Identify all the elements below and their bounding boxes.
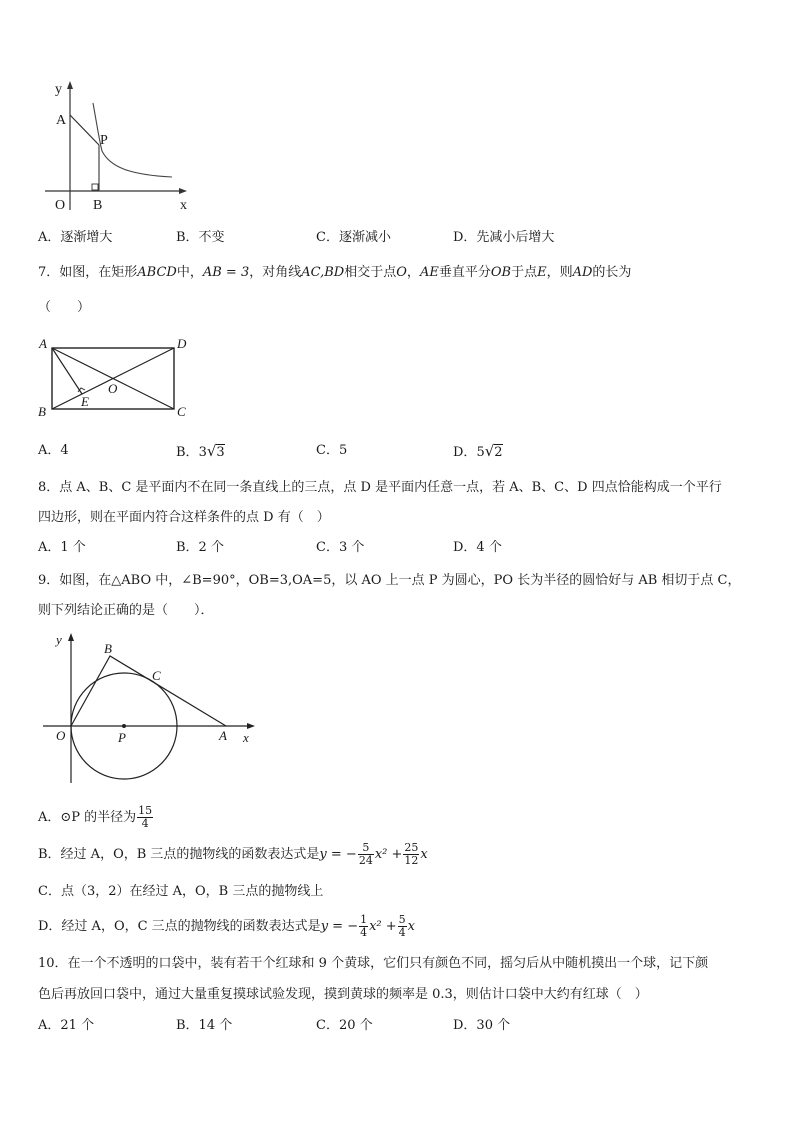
- fig1-b-label: B: [93, 198, 103, 213]
- denominator: 12: [404, 854, 419, 867]
- numerator: 15: [138, 804, 153, 817]
- q8-option-a: A．1 个: [38, 540, 86, 555]
- radical-sign: √: [484, 442, 495, 460]
- q7-fig-d: D: [177, 336, 187, 351]
- q7-figure: [34, 334, 204, 424]
- q9-fig-y: y: [56, 632, 62, 647]
- q7-option-b: [176, 441, 225, 463]
- q8-stem-line2: 四边形，则在平面内符合这样条件的点 D 有（ ）: [38, 510, 330, 525]
- q9-option-d-x2: x² +: [369, 919, 397, 934]
- q9-option-d: [38, 914, 764, 940]
- numerator: 5: [358, 842, 374, 855]
- fraction: [359, 914, 368, 939]
- q9-option-c: C．点（3，2）在经过 A，O，B 三点的抛物线上: [38, 884, 324, 899]
- denominator: 24: [358, 854, 373, 867]
- q9-fig-p: P: [118, 730, 126, 745]
- q9-option-d-text: D．经过 A，O，C 三点的抛物线的函数表达式是: [38, 919, 321, 934]
- q7-stem-text: ，: [406, 265, 420, 280]
- q9-option-a: [38, 805, 764, 831]
- q9-option-b-x: x: [420, 847, 428, 862]
- q7-stem-text: 中，: [176, 265, 203, 280]
- q7-stem-text: 相交于点: [344, 265, 397, 280]
- q7-math-o: O: [396, 265, 407, 280]
- fig1-o-label: O: [55, 198, 66, 213]
- q7-stem-text: 7．如图，在矩形: [38, 265, 138, 280]
- fraction: [137, 805, 153, 830]
- q9-option-a-text: A．⊙P 的半径为: [38, 810, 137, 825]
- q7-option-c: C．5: [316, 443, 348, 458]
- denominator: 4: [398, 926, 406, 939]
- q7-fig-o: O: [108, 381, 118, 396]
- q7-math-ob: OB: [490, 265, 512, 280]
- q7-option-b-coef: 3: [198, 445, 207, 460]
- q7-math-ae: AE: [419, 265, 439, 280]
- q8-option-b: B．2 个: [176, 540, 224, 555]
- fig1-a-label: A: [56, 113, 67, 128]
- q10-option-d: D．30 个: [453, 1018, 511, 1033]
- fraction: [358, 842, 374, 867]
- q7-answer-paren: （ ）: [38, 300, 91, 315]
- q6-option-c: C．逐渐减小: [316, 230, 391, 245]
- q7-option-d: [453, 441, 503, 463]
- q7-fig-a: A: [39, 336, 47, 351]
- q7-fig-c: C: [177, 404, 186, 419]
- q9-stem-line1: 9．如图，在△ABO 中，∠B=90°，OB=3,OA=5，以 AO 上一点 P 为圆心，PO 长为半径的圆恰好与 AB 相切于点 C，: [38, 573, 741, 588]
- radical-sign: √: [206, 442, 217, 460]
- q7-option-a: A．4: [38, 443, 69, 458]
- q7-fig-b: B: [38, 404, 46, 419]
- q7-option-d-radicand: 2: [494, 445, 503, 460]
- q7-option-d-label: D．: [453, 445, 477, 460]
- q9-option-d-x: x: [407, 919, 416, 934]
- q7-option-d-coef: 5: [476, 445, 485, 460]
- q6-option-d: D．先减小后增大: [453, 230, 555, 245]
- q9-figure: [38, 630, 263, 788]
- q9-fig-b: B: [104, 641, 112, 656]
- fig1-x-label: x: [180, 198, 187, 213]
- q7-math-ad: AD: [572, 265, 593, 280]
- q7-option-b-radicand: 3: [216, 445, 225, 460]
- q7-stem-text: ，则: [546, 265, 573, 280]
- q6-option-a: A．逐渐增大: [38, 230, 113, 245]
- denominator: 4: [360, 926, 368, 939]
- q9-fig-o: O: [56, 728, 66, 743]
- q7-math-e: E: [537, 265, 547, 280]
- q7-stem-text: 垂直平分: [438, 265, 491, 280]
- q9-fig-a: A: [219, 728, 227, 743]
- q10-option-c: C．20 个: [316, 1018, 373, 1033]
- fig1-y-label: y: [55, 82, 62, 97]
- q7-math-abcd: ABCD: [137, 265, 177, 280]
- q8-stem-line1: 8．点 A、B、C 是平面内不在同一条直线上的三点，点 D 是平面内任意一点，若 A、B、C、D 四点恰能构成一个平行: [38, 480, 722, 495]
- q6-figure: [40, 75, 200, 215]
- q9-stem-line2: 则下列结论正确的是（ ）．: [38, 603, 214, 618]
- q7-stem-text: 于点: [511, 265, 538, 280]
- fraction: [398, 914, 407, 939]
- q7-stem-text: ，对角线: [249, 265, 302, 280]
- fig1-p-label: P: [100, 133, 108, 148]
- q6-option-b: B．不变: [176, 230, 225, 245]
- numerator: 1: [360, 913, 368, 926]
- q9-option-b-text: B．经过 A，O，B 三点的抛物线的函数表达式是: [38, 847, 320, 862]
- q8-option-d: D．4 个: [453, 540, 502, 555]
- q10-stem-line1: 10．在一个不透明的口袋中，装有若干个红球和 9 个黄球，它们只有颜色不同，摇匀后从中随机摸出一个球，记下颜: [38, 956, 709, 971]
- q10-stem-line2: 色后再放回口袋中，通过大量重复摸球试验发现，摸到黄球的频率是 0.3，则估计口袋中大约有红球（ ）: [38, 987, 648, 1002]
- q7-stem-text: 的长为: [592, 265, 632, 280]
- numerator: 5: [398, 913, 406, 926]
- q9-option-b-y: y = −: [319, 847, 357, 862]
- q8-option-c: C．3 个: [316, 540, 365, 555]
- q9-fig-x: x: [243, 730, 249, 745]
- q7-math-ab: AB = 3: [202, 265, 250, 280]
- q9-option-d-y: y = −: [320, 919, 359, 934]
- q9-option-b-x2: x² +: [374, 847, 403, 862]
- q10-option-a: A．21 个: [38, 1018, 95, 1033]
- fraction: [403, 842, 419, 867]
- denominator: 4: [141, 817, 149, 830]
- q7-math-acbd: AC,BD: [301, 265, 345, 280]
- q7-stem: [38, 263, 764, 283]
- q9-option-b: [38, 842, 764, 868]
- q7-fig-e: E: [81, 394, 89, 409]
- q10-option-b: B．14 个: [176, 1018, 233, 1033]
- numerator: 25: [404, 841, 419, 854]
- q7-option-b-label: B．: [176, 445, 199, 460]
- q9-fig-c: C: [152, 668, 161, 683]
